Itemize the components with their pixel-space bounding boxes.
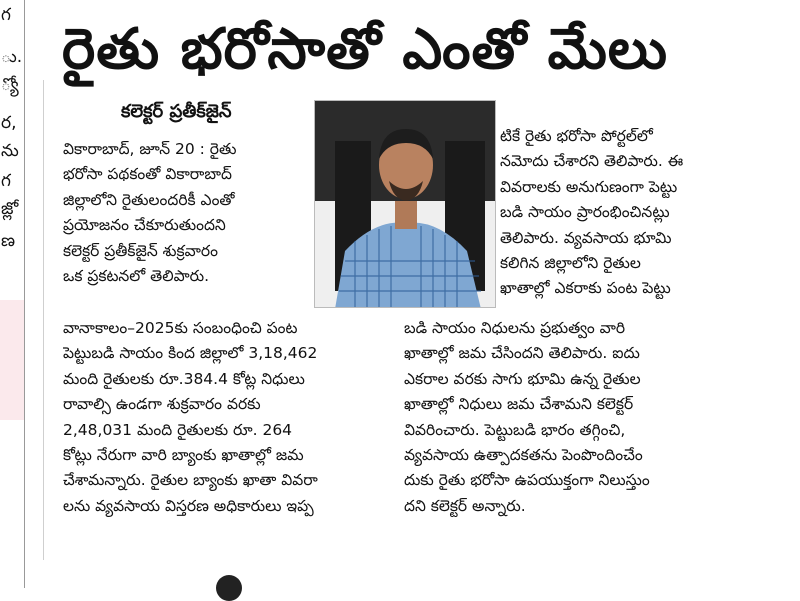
text-line: ఎకరాల వరకు సాగు భూమి ఉన్న రైతుల bbox=[404, 369, 641, 388]
person-photo bbox=[314, 100, 496, 308]
text-line: పెట్టుబడి సాయం కింద జిల్లాలో 3,18,462 bbox=[63, 344, 318, 363]
text-line: వ్యవసాయ ఉత్పాదకతను పెంపొందించేం bbox=[404, 446, 643, 465]
edge-text: గ bbox=[1, 5, 11, 25]
text-line: కలెక్టర్ ప్రతీక్‌జైన్ శుక్రవారం bbox=[63, 241, 218, 260]
text-line: 2,48,031 మంది రైతులకు రూ. 264 bbox=[63, 420, 293, 439]
edge-text: ను bbox=[1, 141, 19, 161]
article-column-middle bbox=[63, 316, 408, 519]
text-line: వివరాలకు అనుగుణంగా పెట్టు bbox=[500, 177, 678, 196]
text-line: బడి సాయం నిధులను ప్రభుత్వం వారి bbox=[404, 319, 626, 337]
text-line: నమోదు చేశారని తెలిపారు. ఈ bbox=[500, 152, 684, 171]
text-line: రావాల్సి ఉండగా శుక్రవారం వరకు bbox=[63, 395, 261, 414]
edge-text: ్యో bbox=[1, 75, 19, 95]
text-line: దుకు రైతు భరోసా ఉపయుక్తంగా నిలుస్తుం bbox=[404, 471, 650, 490]
text-line: ఖాతాల్లో ఎకరాకు పంట పెట్టు bbox=[500, 279, 671, 298]
text-line: తెలిపారు. వ్యవసాయ భూమి bbox=[500, 228, 672, 247]
edge-text: జ్లో bbox=[1, 199, 19, 219]
text-line: టికే రైతు భరోసా పోర్టల్‌లో bbox=[500, 127, 653, 145]
text-line: లను వ్యవసాయ విస్తరణ అధికారులు ఇప్ప bbox=[63, 496, 314, 515]
text-line: ఒక ప్రకటనలో తెలిపారు. bbox=[63, 267, 210, 286]
column-divider bbox=[43, 80, 44, 560]
previous-article-edge bbox=[0, 0, 25, 588]
text-line: ఖాతాల్లో నిధులు జమ చేశామని కలెక్టర్ bbox=[404, 395, 634, 414]
text-line: జిల్లాలోని రైతులందరికీ ఎంతో bbox=[63, 190, 235, 209]
edge-text: ర, bbox=[1, 113, 17, 133]
edge-text: గ bbox=[1, 171, 11, 191]
next-article-photo-edge bbox=[216, 575, 242, 601]
text-line: మంది రైతులకు రూ.384.4 కోట్ల నిధులు bbox=[63, 369, 305, 388]
edge-text: ు. bbox=[1, 47, 23, 67]
text-line: ప్రయోజనం చేకూరుతుందని bbox=[63, 216, 226, 235]
text-line: బడి సాయం ప్రారంభించినట్లు bbox=[500, 203, 670, 222]
text-line: ఖాతాల్లో జమ చేసిందని తెలిపారు. ఐదు bbox=[404, 344, 640, 363]
edge-text: ణ bbox=[1, 231, 16, 251]
text-line: చేశామన్నారు. రైతుల బ్యాంకు ఖాతా వివరా bbox=[63, 471, 318, 490]
text-line: భరోసా పథకంతో వికారాబాద్ bbox=[63, 165, 232, 184]
byline: కలెక్టర్ ప్రతీక్‌జైన్ bbox=[121, 101, 232, 122]
article-column-left bbox=[63, 137, 309, 289]
text-line: వివరించారు. పెట్టుబడి భారం తగ్గించి, bbox=[404, 420, 626, 439]
article-column-bottom-right bbox=[404, 316, 790, 519]
person-photo-icon bbox=[315, 101, 496, 308]
text-line: వానాకాలం–2025కు సంబంధించి పంట bbox=[63, 319, 298, 337]
text-line: కోట్లు నేరుగా వారి బ్యాంకు ఖాతాల్లో జమ bbox=[63, 446, 304, 465]
headline: రైతు భరోసాతో ఎంతో మేలు bbox=[62, 17, 669, 82]
article-column-right bbox=[500, 124, 790, 302]
text-line: కలిగిన జిల్లాలోని రైతుల bbox=[500, 254, 641, 273]
text-line: దని కలెక్టర్ అన్నారు. bbox=[404, 496, 526, 515]
side-panel-tint bbox=[0, 300, 24, 420]
text-line: వికారాబాద్, జూన్ 20 : రైతు bbox=[63, 140, 237, 158]
